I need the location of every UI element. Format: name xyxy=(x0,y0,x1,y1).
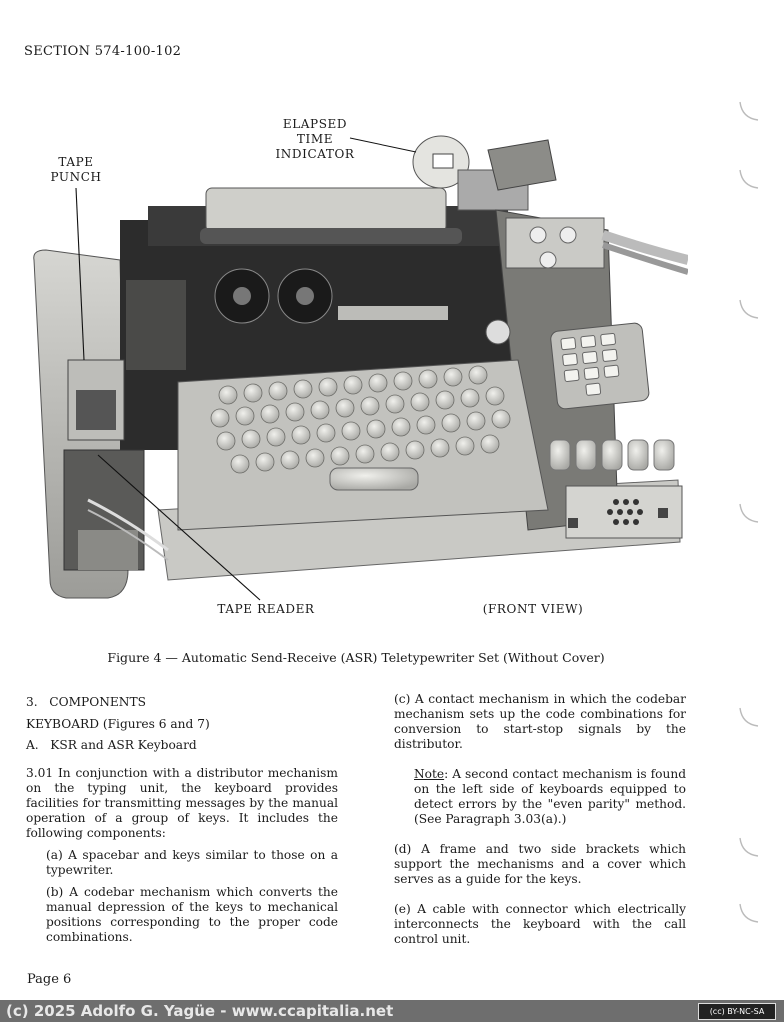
subheading: KEYBOARD (Figures 6 and 7) xyxy=(26,717,210,731)
label-line: PUNCH xyxy=(50,170,102,184)
right-column xyxy=(394,692,686,947)
item-b: (b) A codebar mechanism which converts the manual depression of the keys to mechanical positions corresponding to the proper code combinations. xyxy=(46,885,338,944)
watermark-text: (c) 2025 Adolfo G. Yagüe - www.ccapitalia.net xyxy=(6,1002,394,1020)
item-d: (d) A frame and two side brackets which support the mechanisms and a cover which serves as a guide for the keys. xyxy=(394,842,686,886)
binder-mark-icon xyxy=(736,900,762,926)
binder-mark-icon xyxy=(736,834,762,860)
left-column xyxy=(26,695,338,945)
figure-caption: Figure 4 — Automatic Send-Receive (ASR) Teletypewriter Set (Without Cover) xyxy=(107,650,605,665)
label-line: TAPE xyxy=(58,155,94,169)
binder-mark-icon xyxy=(736,98,762,124)
note-paragraph xyxy=(394,767,686,827)
note-text: : A second contact mechanism is found on the left side of keyboards equipped to detect errors by the "even parity" method. (See Paragraph 3.03(a).) xyxy=(414,767,686,826)
page-number: Page 6 xyxy=(27,972,72,987)
front-view-label: (FRONT VIEW) xyxy=(482,602,584,616)
item-a: (a) A spacebar and keys similar to those on a typewriter. xyxy=(46,848,338,877)
license-badge: (cc) BY-NC-SA xyxy=(698,1003,776,1020)
section-heading: 3. COMPONENTS xyxy=(26,695,146,709)
footer-bar xyxy=(0,1000,784,1022)
label-line: TIME xyxy=(296,132,334,146)
paragraph-3-01: 3.01 In conjunction with a distributor mechanism on the typing unit, the keyboard provides facilities for transmitting messages by the manual operation of a group of keys. It includes the following components: xyxy=(26,766,338,840)
subsection-heading: A. KSR and ASR Keyboard xyxy=(26,738,197,752)
binder-mark-icon xyxy=(736,166,762,192)
section-header: SECTION 574-100-102 xyxy=(24,44,182,59)
teletypewriter-photo xyxy=(28,110,688,602)
binder-mark-icon xyxy=(736,500,762,526)
tape-reader-label: TAPE READER xyxy=(217,602,315,616)
label-line: INDICATOR xyxy=(275,147,355,161)
note-label: Note xyxy=(414,767,445,781)
item-c: (c) A contact mechanism in which the codebar mechanism sets up the code combinations for conversion to start-stop signals by the distributor. xyxy=(394,692,686,751)
binder-mark-icon xyxy=(736,296,762,322)
item-e: (e) A cable with connector which electrically interconnects the keyboard with the call control unit. xyxy=(394,902,686,946)
label-line: ELAPSED xyxy=(282,117,348,131)
binder-mark-icon xyxy=(736,704,762,730)
